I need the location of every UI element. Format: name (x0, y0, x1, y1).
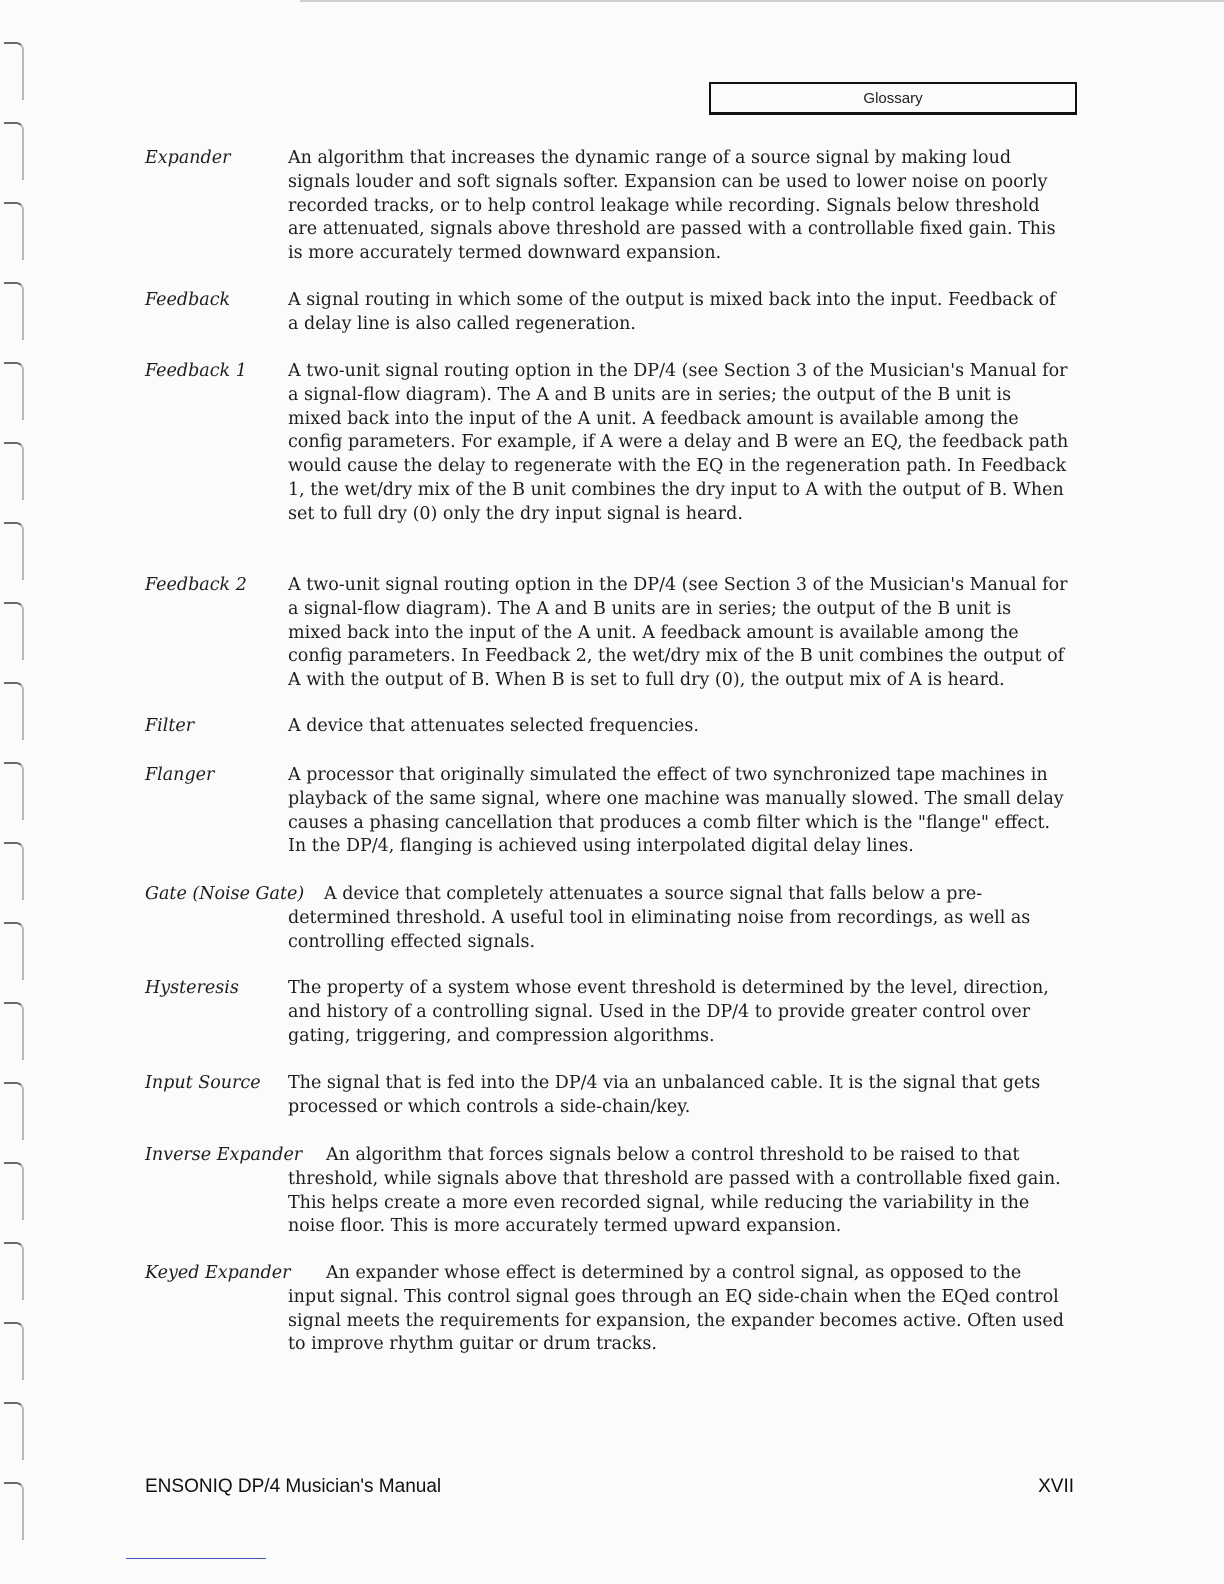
punch-hole (4, 1402, 24, 1460)
glossary-term: Hysteresis (145, 978, 239, 998)
glossary-definition: A processor that originally simulated the effect of two synchronized tape machines in playback of the same signal, where one machine was manually slowed. The small delay causes a phasing cancellation that produces a comb filter which is the "flange" effect. In the DP/4, flanging is achieved using interpolated digital delay lines. (288, 765, 1064, 857)
punch-hole (4, 842, 24, 900)
punch-hole (4, 922, 24, 980)
punch-hole (4, 202, 24, 260)
bottom-rule (126, 1558, 266, 1559)
glossary-definition: An algorithm that increases the dynamic range of a source signal by making loud signals louder and soft signals softer. Expansion can be used to lower noise on poorly recorded tracks, or to help control leakage while recording. Signals below threshold are attenuated, signals above threshold are passed with a controllable fixed gain. This is more accurately termed downward expansion. (288, 148, 1056, 264)
punch-hole (4, 362, 24, 420)
punch-hole (4, 442, 24, 500)
footer-page-number: XVII (1038, 1476, 1074, 1497)
glossary-term: Expander (145, 148, 231, 168)
glossary-term: Inverse Expander (145, 1145, 303, 1165)
glossary-term: Feedback 1 (145, 361, 247, 381)
glossary-term: Keyed Expander (145, 1263, 291, 1283)
punch-hole (4, 1482, 24, 1540)
glossary-definition: An algorithm that forces signals below a control threshold to be raised to that threshold, while signals above that threshold are passed with a controllable fixed gain. This helps create a more even recorded signal, while reducing the variability in the noise floor. This is more accurately termed upward expansion. (288, 1145, 1061, 1237)
punch-hole (4, 1322, 24, 1380)
glossary-definition: A device that attenuates selected frequencies. (288, 716, 699, 736)
punch-hole (4, 282, 24, 340)
glossary-term: Gate (Noise Gate) (145, 884, 305, 904)
punch-hole (4, 522, 24, 580)
glossary-definition: The property of a system whose event threshold is determined by the level, direction, and history of a controlling signal. Used in the DP/4 to provide greater control over gating, triggering, and compression algorithms. (288, 978, 1049, 1046)
punch-hole (4, 682, 24, 740)
punch-hole (4, 42, 24, 100)
punch-hole (4, 1242, 24, 1300)
glossary-term: Feedback (145, 290, 231, 310)
punch-hole (4, 602, 24, 660)
glossary-term: Flanger (145, 765, 215, 785)
punch-hole (4, 1082, 24, 1140)
glossary-definition: An expander whose effect is determined by a control signal, as opposed to the input signal. This control signal goes through an EQ side-chain when the EQed control signal meets the requirements for expansion, the expander becomes active. Often used to improve rhythm guitar or drum tracks. (288, 1263, 1064, 1355)
scan-top-rule (300, 0, 1224, 8)
glossary-term: Input Source (145, 1073, 261, 1093)
binding-holes (0, 30, 46, 1510)
punch-hole (4, 1002, 24, 1060)
punch-hole (4, 1162, 24, 1220)
glossary-definition: A two-unit signal routing option in the DP/4 (see Section 3 of the Musician's Manual for a signal-flow diagram). The A and B units are in series; the output of the B unit is mixed back into the input of the A unit. A feedback amount is available among the config parameters. For example, if A were a delay and B were an EQ, the feedback path would cause the delay to regenerate with the EQ in the regeneration path. In Feedback 1, the wet/dry mix of the B unit combines the dry input to A with the output of B. When set to full dry (0) only the dry input signal is heard. (288, 361, 1069, 524)
footer-manual-title: ENSONIQ DP/4 Musician's Manual (145, 1476, 442, 1497)
glossary-term: Filter (145, 716, 195, 736)
section-header-box (709, 82, 1077, 115)
glossary-definition: The signal that is fed into the DP/4 via an unbalanced cable. It is the signal that gets processed or which controls a side-chain/key. (288, 1073, 1041, 1117)
punch-hole (4, 122, 24, 180)
punch-hole (4, 762, 24, 820)
section-label: Glossary (863, 89, 923, 107)
glossary-term: Feedback 2 (145, 575, 247, 595)
glossary-definition: A device that completely attenuates a source signal that falls below a pre-determined threshold. A useful tool in eliminating noise from recordings, as well as controlling effected signals. (288, 884, 1031, 952)
glossary-definition: A signal routing in which some of the output is mixed back into the input. Feedback of a delay line is also called regeneration. (288, 290, 1056, 334)
glossary-definition: A two-unit signal routing option in the DP/4 (see Section 3 of the Musician's Manual for a signal-flow diagram). The A and B units are in series; the output of the B unit is mixed back into the input of the A unit. A feedback amount is available among the config parameters. In Feedback 2, the wet/dry mix of the B unit combines the output of A with the output of B. When B is set to full dry (0), the output mix of A is heard. (288, 575, 1068, 691)
